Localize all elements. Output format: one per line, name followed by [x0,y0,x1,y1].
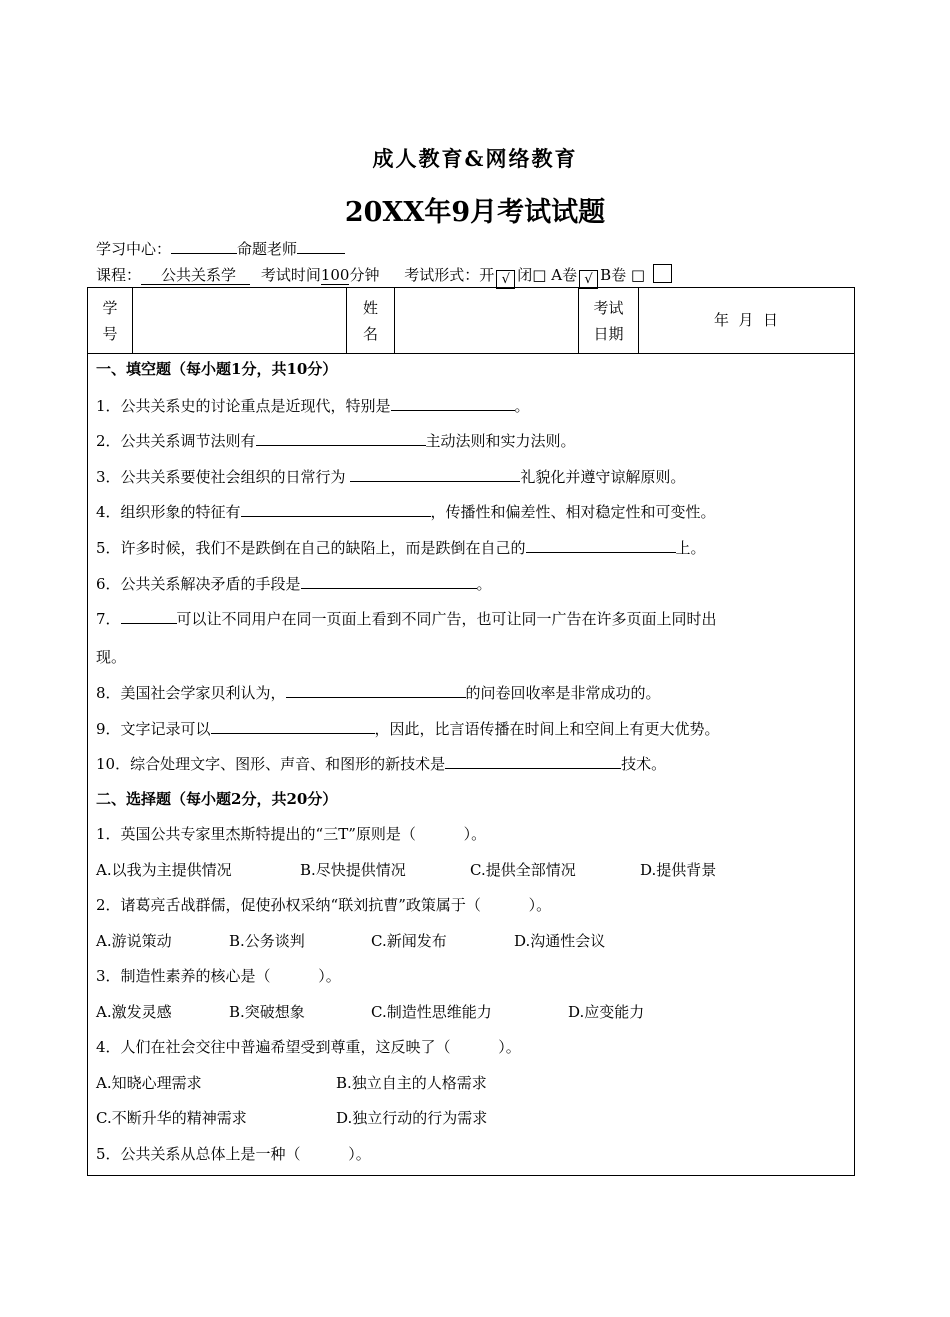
section-1-heading: 一、填空题（每小题1分，共10分） [96,360,338,378]
choice-question-1: 1．英国公共专家里杰斯特提出的“三T”原则是（ ）。 [96,825,487,843]
answer-blank[interactable] [350,465,520,482]
answer-blank[interactable] [445,752,621,769]
option[interactable]: D.独立行动的行为需求 [336,1109,488,1127]
answer-blank[interactable] [121,607,177,624]
option[interactable]: D.提供背景 [640,861,717,879]
answer-blank[interactable] [301,572,477,589]
choice-options-4a [96,1072,487,1093]
option[interactable]: D.沟通性会议 [514,932,606,950]
answer-blank[interactable] [241,500,431,517]
meta-line-2 [96,264,674,289]
choice-question-4: 4．人们在社会交往中普遍希望受到尊重，这反映了（ ）。 [96,1038,521,1056]
choice-options-1 [96,859,716,880]
course-label: 课程： [96,266,142,284]
teacher-label: 命题老师 [237,240,298,258]
choice-question-3: 3．制造性素养的核心是（ ）。 [96,967,341,985]
meta-line-1 [96,237,345,259]
option[interactable]: A.以我为主提供情况 [96,861,232,879]
teacher-blank [297,237,345,254]
answer-blank[interactable] [256,429,426,446]
choice-options-2 [96,930,605,951]
option[interactable]: A.知晓心理需求 [96,1074,202,1092]
question-7-cont: 现。 [96,648,127,666]
student-id-label: 学 号 [102,299,118,343]
option[interactable]: D.应变能力 [568,1003,645,1021]
answer-blank[interactable] [211,717,375,734]
choice-question-5: 5．公共关系从总体上是一种（ ）。 [96,1145,371,1163]
question-10: 10．综合处理文字、图形、声音、和图形的新技术是 技术。 [96,752,666,774]
organization-name: 成人教育&网络教育 [372,146,578,171]
option[interactable]: C.制造性思维能力 [371,1003,492,1021]
exam-form-label: 考试形式：开 [404,266,495,284]
time-label: 考试时间 [260,266,321,284]
paper-b-checkbox[interactable] [653,264,672,283]
option[interactable]: C.提供全部情况 [470,861,576,879]
paper-b-label: B卷 □ [600,266,646,284]
option[interactable]: A.游说策动 [96,932,172,950]
choice-question-2: 2．诸葛亮舌战群儒，促使孙权采纳“联刘抗曹”政策属于（ ）。 [96,896,552,914]
answer-blank[interactable] [526,536,676,553]
question-3: 3．公共关系要使社会组织的日常行为 礼貌化并遵守谅解原则。 [96,465,685,487]
question-8: 8．美国社会学家贝利认为， 的问卷回收率是非常成功的。 [96,681,661,703]
option[interactable]: B.突破想象 [229,1003,305,1021]
choice-options-3 [96,1001,644,1022]
closed-label: 闭□ A卷 [517,266,578,284]
divider [132,287,133,353]
exam-title: 20XX年9月考试试题 [344,197,606,228]
study-center-label: 学习中心： [96,240,172,258]
exam-date-value: 年 月 日 [713,311,779,329]
option[interactable]: C.不断升华的精神需求 [96,1109,247,1127]
option[interactable]: B.公务谈判 [229,932,305,950]
exam-date-label: 考试 日期 [593,299,624,343]
question-1: 1．公共关系史的讨论重点是近现代，特别是 。 [96,394,530,416]
question-4: 4．组织形象的特征有 ，传播性和偏差性、相对稳定性和可变性。 [96,500,716,522]
choice-options-4b [96,1107,487,1128]
question-9: 9．文字记录可以 ，因此，比言语传播在时间上和空间上有更大优势。 [96,717,720,739]
divider [394,287,395,353]
option[interactable]: B.独立自主的人格需求 [336,1074,487,1092]
answer-blank[interactable] [391,394,515,411]
time-value: 100 [320,266,350,284]
paper-a-checkbox[interactable]: √ [579,270,598,289]
section-2-heading: 二、选择题（每小题2分，共20分） [96,790,338,808]
question-5: 5．许多时候，我们不是跌倒在自己的缺陷上，而是跌倒在自己的 上。 [96,536,706,558]
study-center-blank [171,237,237,254]
question-6: 6．公共关系解决矛盾的手段是 。 [96,572,492,594]
option[interactable]: B.尽快提供情况 [300,861,406,879]
course-value: 公共关系学 [141,266,250,285]
open-checkbox[interactable]: √ [496,270,515,289]
question-2: 2．公共关系调节法则有 主动法则和实力法则。 [96,429,576,451]
answer-blank[interactable] [286,681,466,698]
question-7: 7． 可以让不同用户在同一页面上看到不同广告，也可让同一广告在许多页面上同时出 [96,607,717,629]
time-unit: 分钟 [349,266,380,284]
option[interactable]: C.新闻发布 [371,932,447,950]
option[interactable]: A.激发灵感 [96,1003,172,1021]
name-label: 姓 名 [362,299,378,343]
